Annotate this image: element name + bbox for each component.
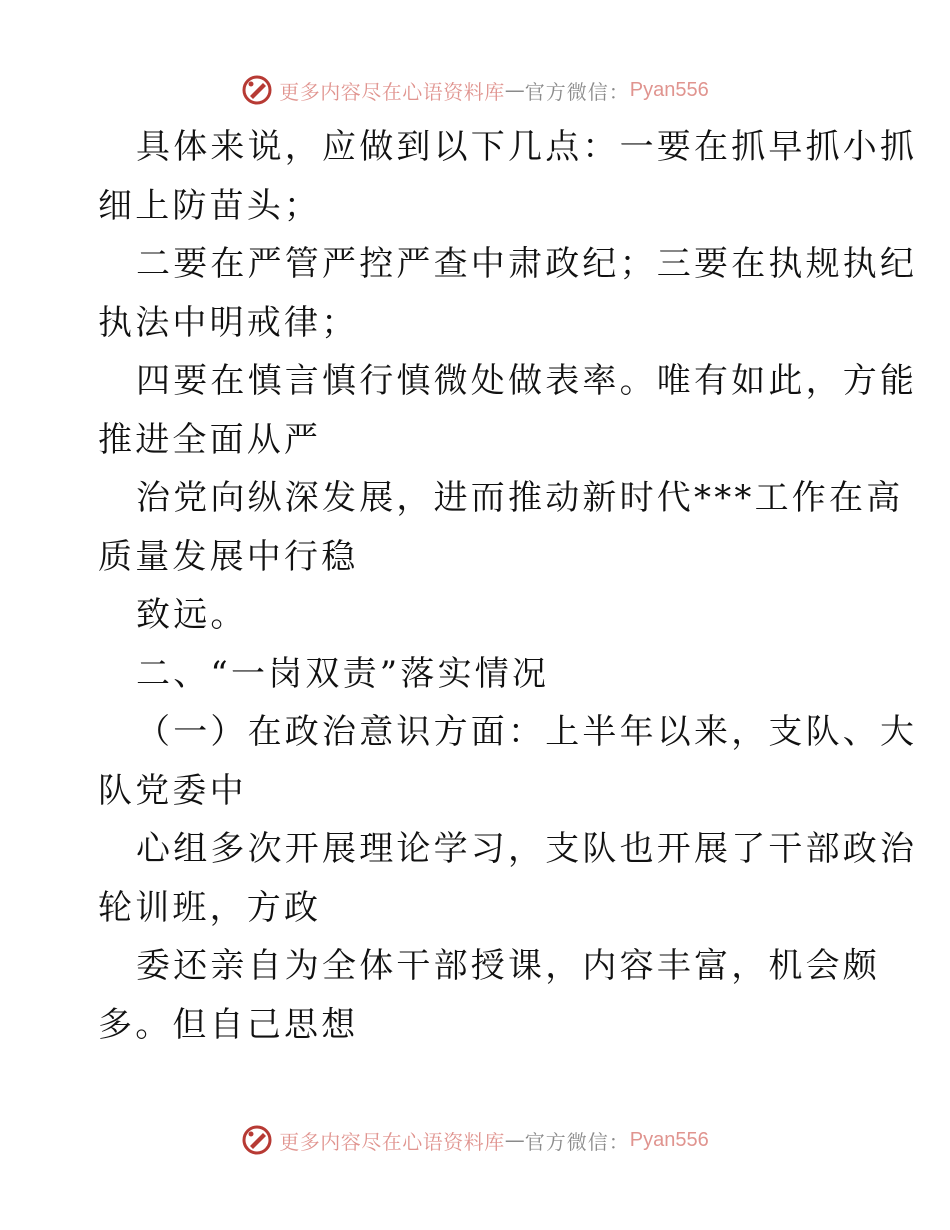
text-line: 质量发展中行稳 <box>98 536 359 577</box>
watermark-id: Pyan556 <box>629 1128 709 1151</box>
watermark-dash: — <box>504 1128 525 1152</box>
text-line: 细上防苗头； <box>98 185 322 226</box>
watermark-text: 更多内容尽在心语资料库 <box>279 1129 505 1154</box>
text-line: 执法中明戒律； <box>98 302 359 343</box>
header-watermark <box>0 70 950 110</box>
text-line: 队党委中 <box>98 770 247 811</box>
watermark-label: 官方微信： <box>524 79 630 104</box>
watermark-logo-icon <box>241 74 273 106</box>
section-heading: 二、“一岗双责”落实情况 <box>136 653 550 694</box>
text-line: 致远。 <box>136 595 248 635</box>
document-body <box>98 118 918 1054</box>
text-line: 推进全面从严 <box>98 419 322 460</box>
text-line: 委还亲自为全体干部授课，内容丰富，机会颇 <box>136 946 880 986</box>
watermark-dash: — <box>504 78 525 102</box>
footer-watermark <box>0 1120 950 1160</box>
text-line: 多。但自己思想 <box>98 1004 359 1045</box>
watermark-id: Pyan556 <box>629 78 709 101</box>
text-line: 四要在慎言慎行慎微处做表率。唯有如此，方能 <box>136 361 918 401</box>
watermark-text: 更多内容尽在心语资料库 <box>279 79 505 104</box>
text-line: 轮训班，方政 <box>98 887 322 928</box>
text-line: （一）在政治意识方面：上半年以来，支队、大 <box>136 712 918 752</box>
watermark-label: 官方微信： <box>524 1129 630 1154</box>
text-line: 治党向纵深发展，进而推动新时代***工作在高 <box>136 478 904 518</box>
text-line: 二要在严管严控严查中肃政纪；三要在执规执纪 <box>136 244 918 284</box>
text-line: 具体来说，应做到以下几点：一要在抓早抓小抓 <box>136 127 918 167</box>
watermark-logo-icon <box>241 1124 273 1156</box>
text-line: 心组多次开展理论学习，支队也开展了干部政治 <box>136 829 918 869</box>
